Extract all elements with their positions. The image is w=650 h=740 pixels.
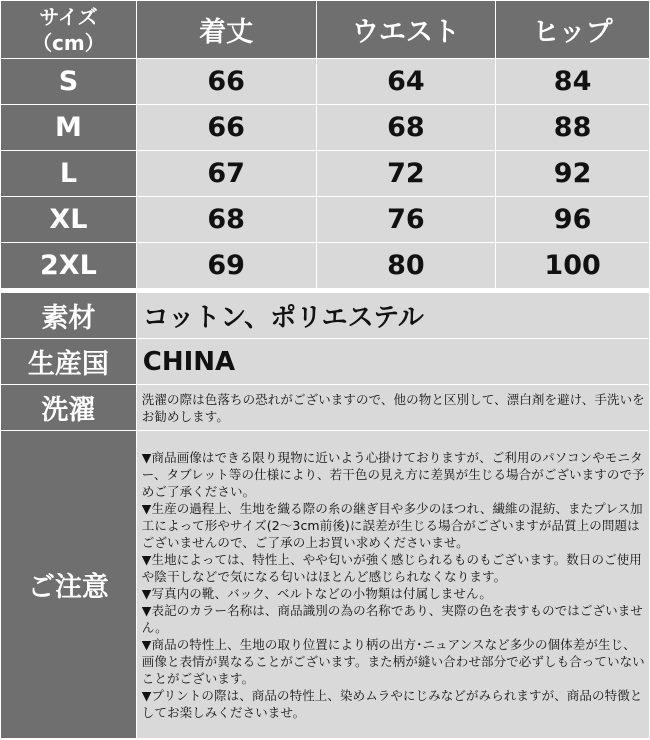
hip-value: 92 bbox=[496, 151, 650, 197]
notes-label: ご注意 bbox=[1, 431, 137, 739]
list-item: ▼生地によっては、特性上、やや匂いが強く感じられるものもございます。数日のご使用や陰干しなどで気になる匂いはほとんど感じられなくなります。 bbox=[141, 551, 642, 584]
column-header-waist: ウエスト bbox=[316, 1, 496, 59]
size-label: L bbox=[1, 151, 137, 197]
size-header-label: サイズ bbox=[39, 4, 98, 29]
list-item: ▼写真内の靴、バック、ベルトなどの小物類は付属しません。 bbox=[141, 585, 492, 601]
size-label: XL bbox=[1, 197, 137, 243]
origin-row bbox=[1, 339, 650, 385]
length-value: 66 bbox=[136, 105, 316, 151]
waist-value: 76 bbox=[316, 197, 496, 243]
washing-text: 洗濯の際は色落ちの恐れがございますので、他の物と区別して、漂白剤を避け、手洗いをお勧めします。 bbox=[136, 385, 649, 431]
waist-value: 68 bbox=[316, 105, 496, 151]
material-value: コットン、ポリエステル bbox=[136, 293, 649, 339]
table-row bbox=[1, 59, 650, 105]
hip-value: 88 bbox=[496, 105, 650, 151]
unit-label: （cm） bbox=[32, 30, 105, 55]
table-row bbox=[1, 197, 650, 243]
info-table bbox=[0, 292, 650, 739]
waist-value: 64 bbox=[316, 59, 496, 105]
washing-label: 洗濯 bbox=[1, 385, 137, 431]
table-row bbox=[1, 243, 650, 289]
size-label: S bbox=[1, 59, 137, 105]
list-item: ▼表記のカラー名称は、商品識別の為の名称であり、実際の色を表すものではございません。 bbox=[141, 602, 643, 635]
hip-value: 100 bbox=[496, 243, 650, 289]
table-row bbox=[1, 105, 650, 151]
notes-row bbox=[1, 431, 650, 739]
length-value: 69 bbox=[136, 243, 316, 289]
table-row bbox=[1, 151, 650, 197]
origin-label: 生産国 bbox=[1, 339, 137, 385]
size-label: M bbox=[1, 105, 137, 151]
material-label: 素材 bbox=[1, 293, 137, 339]
hip-value: 96 bbox=[496, 197, 650, 243]
waist-value: 80 bbox=[316, 243, 496, 289]
column-header-length: 着丈 bbox=[136, 1, 316, 59]
origin-value: CHINA bbox=[136, 339, 649, 385]
material-row bbox=[1, 293, 650, 339]
washing-row bbox=[1, 385, 650, 431]
length-value: 68 bbox=[136, 197, 316, 243]
list-item: ▼商品の特性上、生地の取り位置により柄の出方･ニュアンスなど多少の個体差が生じ、画像と表情が異なることがございます。また柄が縫い合わせ部分で必ずしも合っていないことがございます。 bbox=[141, 636, 645, 686]
list-item: ▼商品画像はできる限り現物に近いよう心掛けておりますが、ご利用のパソコンやモニター、タブレット等の仕様により、若干色の見え方に差異が生じる場合がございますので予めご了承ください。 bbox=[141, 449, 645, 499]
list-item: ▼生産の過程上、生地を織る際の糸の継ぎ目や多少のほつれ、繊維の混紡、またプレス加工によって形やサイズ(2〜3cm前後)に誤差が生じる場合がございますが品質上の問題はございませんので、ご了承の上お買い求めくださいませ。 bbox=[141, 500, 643, 550]
length-value: 66 bbox=[136, 59, 316, 105]
column-header-hip: ヒップ bbox=[496, 1, 650, 59]
size-header-corner bbox=[1, 1, 137, 59]
hip-value: 84 bbox=[496, 59, 650, 105]
size-table-header-row bbox=[1, 1, 650, 59]
list-item: ▼プリントの際は、商品の特性上、染めムラやにじみなどがみられますが、商品の特徴としてお楽しみくださいませ。 bbox=[141, 687, 643, 720]
size-label: 2XL bbox=[1, 243, 137, 289]
waist-value: 72 bbox=[316, 151, 496, 197]
notes-list bbox=[136, 431, 649, 739]
size-table bbox=[0, 0, 650, 289]
length-value: 67 bbox=[136, 151, 316, 197]
